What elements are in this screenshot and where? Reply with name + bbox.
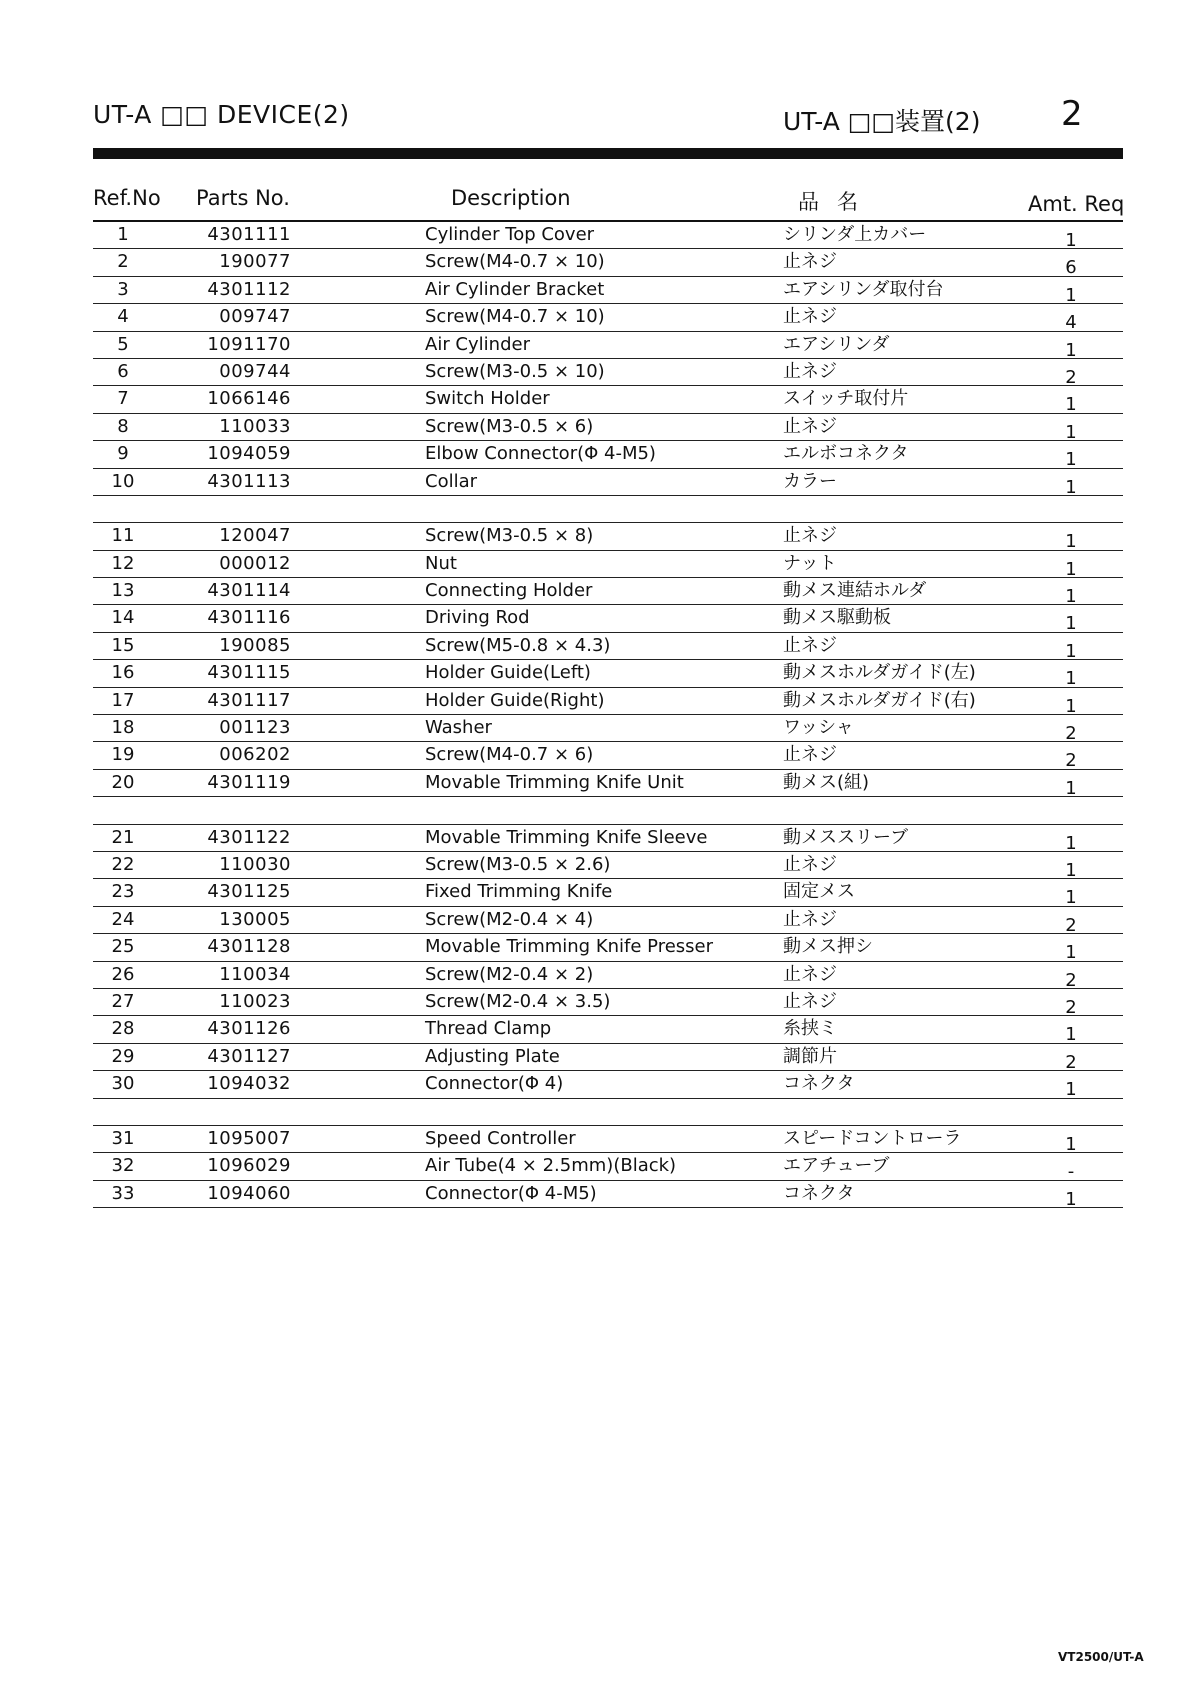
japanese-name-cell: 止ネジ <box>783 908 837 930</box>
ref-no-cell: 7 <box>117 388 129 410</box>
parts-no-cell: 4301128 <box>207 936 291 958</box>
ref-no-cell: 14 <box>111 607 135 629</box>
amount-cell: - <box>1067 1161 1075 1183</box>
amount-cell: 2 <box>1065 750 1077 772</box>
amount-cell: 1 <box>1065 613 1077 635</box>
table-row <box>93 934 1123 964</box>
parts-no-cell: 1094032 <box>207 1073 291 1095</box>
description-cell: Screw(M3-0.5 × 6) <box>425 415 594 437</box>
ref-no-cell: 19 <box>111 744 135 766</box>
amount-cell: 1 <box>1065 586 1077 608</box>
parts-no-cell: 1091170 <box>207 333 291 355</box>
japanese-name-cell: 動メス連結ホルダ <box>783 580 927 602</box>
parts-no-cell: 4301116 <box>207 607 291 629</box>
japanese-name-cell: 止ネジ <box>783 853 837 875</box>
parts-no-cell: 110023 <box>219 990 291 1012</box>
description-cell: Screw(M3-0.5 × 10) <box>425 360 605 382</box>
table-row <box>93 222 1123 249</box>
amount-cell: 2 <box>1065 969 1077 991</box>
amount-cell: 1 <box>1065 859 1077 881</box>
description-cell: Air Cylinder Bracket <box>425 278 605 300</box>
description-cell: Holder Guide(Right) <box>425 689 605 711</box>
table-row <box>93 715 1123 745</box>
table-row <box>93 441 1123 471</box>
table-row <box>93 277 1123 304</box>
amount-cell: 1 <box>1065 777 1077 799</box>
japanese-name-cell: 止ネジ <box>783 251 837 273</box>
amount-cell: 1 <box>1065 449 1077 471</box>
page-title-japanese: UT-A □□装置(2) <box>783 107 981 136</box>
table-row <box>93 1016 1123 1046</box>
description-cell: Movable Trimming Knife Sleeve <box>425 826 708 848</box>
parts-no-cell: 130005 <box>219 908 291 930</box>
description-cell: Switch Holder <box>425 388 550 410</box>
ref-no-cell: 12 <box>111 552 135 574</box>
parts-no-cell: 1094060 <box>207 1182 291 1204</box>
table-row <box>93 989 1123 1016</box>
parts-no-cell: 4301114 <box>207 580 291 602</box>
table-row <box>93 578 1123 608</box>
japanese-name-cell: エアシリンダ取付台 <box>783 278 944 300</box>
ref-no-cell: 10 <box>111 470 135 492</box>
description-cell: Screw(M3-0.5 × 8) <box>425 525 594 547</box>
ref-no-cell: 23 <box>111 881 135 903</box>
japanese-name-cell: コネクタ <box>783 1182 855 1204</box>
header-rule <box>93 148 1123 159</box>
parts-no-cell: 009747 <box>219 306 291 328</box>
amount-cell: 1 <box>1065 339 1077 361</box>
table-row <box>93 1153 1123 1183</box>
amount-cell: 1 <box>1065 558 1077 580</box>
description-cell: Adjusting Plate <box>425 1045 560 1067</box>
ref-no-cell: 25 <box>111 936 135 958</box>
parts-no-cell: 4301119 <box>207 771 291 793</box>
amount-cell: 1 <box>1065 695 1077 717</box>
description-cell: Screw(M3-0.5 × 2.6) <box>425 853 611 875</box>
parts-no-cell: 4301113 <box>207 470 291 492</box>
amount-cell: 1 <box>1065 640 1077 662</box>
japanese-name-cell: 固定メス <box>783 881 855 903</box>
amount-cell: 1 <box>1065 394 1077 416</box>
column-header-amount: Amt. Req <box>1028 192 1125 216</box>
ref-no-cell: 2 <box>117 251 129 273</box>
japanese-name-cell: 動メススリーブ <box>783 826 909 848</box>
japanese-name-cell: 動メスホルダガイド(右) <box>783 689 976 711</box>
parts-no-cell: 190085 <box>219 634 291 656</box>
parts-group <box>93 222 1123 496</box>
table-row <box>93 962 1123 989</box>
table-row <box>93 825 1123 852</box>
description-cell: Screw(M5-0.8 × 4.3) <box>425 634 611 656</box>
ref-no-cell: 4 <box>117 306 129 328</box>
japanese-name-cell: 動メス駆動板 <box>783 607 891 629</box>
description-cell: Fixed Trimming Knife <box>425 881 613 903</box>
ref-no-cell: 17 <box>111 689 135 711</box>
parts-no-cell: 4301117 <box>207 689 291 711</box>
page-number: 2 <box>1061 94 1083 134</box>
amount-cell: 6 <box>1065 257 1077 279</box>
ref-no-cell: 6 <box>117 360 129 382</box>
japanese-name-cell: ワッシャ <box>783 717 854 739</box>
description-cell: Movable Trimming Knife Unit <box>425 771 684 793</box>
parts-group <box>93 523 1123 797</box>
description-cell: Screw(M4-0.7 × 10) <box>425 306 605 328</box>
table-row <box>93 359 1123 386</box>
description-cell: Screw(M2-0.4 × 3.5) <box>425 990 611 1012</box>
description-cell: Connector(Φ 4-M5) <box>425 1182 597 1204</box>
description-cell: Driving Rod <box>425 607 530 629</box>
amount-cell: 1 <box>1065 668 1077 690</box>
japanese-name-cell: コネクタ <box>783 1073 855 1095</box>
amount-cell: 1 <box>1065 1024 1077 1046</box>
japanese-name-cell: 止ネジ <box>783 634 837 656</box>
ref-no-cell: 29 <box>111 1045 135 1067</box>
ref-no-cell: 21 <box>111 826 135 848</box>
table-row <box>93 551 1123 578</box>
ref-no-cell: 33 <box>111 1182 135 1204</box>
table-row <box>93 605 1123 635</box>
amount-cell: 1 <box>1065 421 1077 443</box>
description-cell: Movable Trimming Knife Presser <box>425 936 714 958</box>
ref-no-cell: 20 <box>111 771 135 793</box>
japanese-name-cell: 止ネジ <box>783 525 837 547</box>
japanese-name-cell: 糸挟ミ <box>783 1018 837 1040</box>
amount-cell: 2 <box>1065 1051 1077 1073</box>
amount-cell: 2 <box>1065 914 1077 936</box>
parts-no-cell: 006202 <box>219 744 291 766</box>
ref-no-cell: 26 <box>111 963 135 985</box>
japanese-name-cell: 止ネジ <box>783 963 837 985</box>
table-row <box>93 770 1123 797</box>
table-row <box>93 907 1123 934</box>
japanese-name-cell: エアシリンダ <box>783 333 890 355</box>
amount-cell: 2 <box>1065 723 1077 745</box>
ref-no-cell: 22 <box>111 853 135 875</box>
japanese-name-cell: 調節片 <box>783 1045 837 1067</box>
ref-no-cell: 31 <box>111 1127 135 1149</box>
page-title-english: UT-A □□ DEVICE(2) <box>93 100 350 129</box>
amount-cell: 2 <box>1065 996 1077 1018</box>
ref-no-cell: 11 <box>111 525 135 547</box>
table-row <box>93 523 1123 553</box>
parts-no-cell: 4301126 <box>207 1018 291 1040</box>
japanese-name-cell: カラー <box>783 470 837 492</box>
japanese-name-cell: 止ネジ <box>783 306 837 328</box>
table-row <box>93 688 1123 715</box>
ref-no-cell: 5 <box>117 333 129 355</box>
ref-no-cell: 30 <box>111 1073 135 1095</box>
parts-no-cell: 110033 <box>219 415 291 437</box>
description-cell: Connecting Holder <box>425 580 593 602</box>
ref-no-cell: 15 <box>111 634 135 656</box>
ref-no-cell: 18 <box>111 717 135 739</box>
ref-no-cell: 28 <box>111 1018 135 1040</box>
table-row <box>93 1044 1123 1071</box>
description-cell: Screw(M2-0.4 × 4) <box>425 908 594 930</box>
ref-no-cell: 32 <box>111 1155 135 1177</box>
parts-group <box>93 825 1123 1099</box>
parts-no-cell: 190077 <box>219 251 291 273</box>
group-separator <box>93 1099 1123 1126</box>
table-row <box>93 1126 1123 1153</box>
amount-cell: 1 <box>1065 832 1077 854</box>
description-cell: Screw(M2-0.4 × 2) <box>425 963 594 985</box>
japanese-name-cell: 止ネジ <box>783 360 837 382</box>
parts-no-cell: 1066146 <box>207 388 291 410</box>
parts-no-cell: 110030 <box>219 853 291 875</box>
description-cell: Thread Clamp <box>425 1018 552 1040</box>
parts-no-cell: 1094059 <box>207 443 291 465</box>
ref-no-cell: 9 <box>117 443 129 465</box>
parts-no-cell: 4301111 <box>207 224 291 245</box>
table-row <box>93 1071 1123 1101</box>
ref-no-cell: 3 <box>117 278 129 300</box>
description-cell: Connector(Φ 4) <box>425 1073 564 1095</box>
amount-cell: 1 <box>1065 942 1077 964</box>
japanese-name-cell: 動メスホルダガイド(左) <box>783 662 976 684</box>
description-cell: Washer <box>425 717 492 739</box>
description-cell: Cylinder Top Cover <box>425 224 595 245</box>
parts-no-cell: 4301115 <box>207 662 291 684</box>
amount-cell: 1 <box>1065 1188 1077 1210</box>
parts-no-cell: 4301127 <box>207 1045 291 1067</box>
japanese-name-cell: 動メス(組) <box>783 771 870 793</box>
table-row <box>93 879 1123 909</box>
description-cell: Air Cylinder <box>425 333 530 355</box>
page-header <box>93 96 1123 146</box>
parts-no-cell: 4301122 <box>207 826 291 848</box>
description-cell: Screw(M4-0.7 × 6) <box>425 744 594 766</box>
table-row <box>93 249 1123 279</box>
amount-cell: 1 <box>1065 531 1077 553</box>
group-separator <box>93 496 1123 523</box>
japanese-name-cell: 止ネジ <box>783 415 837 437</box>
amount-cell: 1 <box>1065 1133 1077 1155</box>
parts-no-cell: 000012 <box>219 552 291 574</box>
parts-no-cell: 4301125 <box>207 881 291 903</box>
table-row <box>93 633 1123 660</box>
description-cell: Collar <box>425 470 478 492</box>
description-cell: Screw(M4-0.7 × 10) <box>425 251 605 273</box>
japanese-name-cell: エルボコネクタ <box>783 443 909 465</box>
table-row <box>93 386 1123 416</box>
japanese-name-cell: 動メス押シ <box>783 936 873 958</box>
ref-no-cell: 24 <box>111 908 135 930</box>
group-separator <box>93 797 1123 824</box>
amount-cell: 2 <box>1065 366 1077 388</box>
table-row <box>93 414 1123 441</box>
ref-no-cell: 1 <box>117 224 129 245</box>
column-header-description: Description <box>451 186 571 210</box>
ref-no-cell: 16 <box>111 662 135 684</box>
table-row <box>93 742 1123 772</box>
description-cell: Elbow Connector(Φ 4-M5) <box>425 443 656 465</box>
parts-no-cell: 120047 <box>219 525 291 547</box>
ref-no-cell: 27 <box>111 990 135 1012</box>
footer-model: VT2500/UT-A <box>1058 1650 1144 1664</box>
amount-cell: 1 <box>1065 284 1077 306</box>
japanese-name-cell: 止ネジ <box>783 744 837 766</box>
column-header-japanese-name: 品名 <box>798 190 876 214</box>
parts-no-cell: 009744 <box>219 360 291 382</box>
japanese-name-cell: スピードコントローラ <box>783 1127 962 1149</box>
table-row <box>93 304 1123 334</box>
amount-cell: 4 <box>1065 312 1077 334</box>
japanese-name-cell: 止ネジ <box>783 990 837 1012</box>
parts-no-cell: 4301112 <box>207 278 291 300</box>
parts-no-cell: 110034 <box>219 963 291 985</box>
parts-no-cell: 1096029 <box>207 1155 291 1177</box>
description-cell: Nut <box>425 552 457 574</box>
japanese-name-cell: ナット <box>783 552 837 574</box>
parts-group <box>93 1126 1123 1208</box>
description-cell: Speed Controller <box>425 1127 576 1149</box>
table-row <box>93 332 1123 359</box>
amount-cell: 1 <box>1065 1079 1077 1101</box>
ref-no-cell: 8 <box>117 415 129 437</box>
amount-cell: 1 <box>1065 476 1077 498</box>
japanese-name-cell: シリンダ上カバー <box>783 224 927 245</box>
column-header-parts-no: Parts No. <box>196 186 290 210</box>
table-row <box>93 660 1123 690</box>
description-cell: Air Tube(4 × 2.5mm)(Black) <box>425 1155 677 1177</box>
amount-cell: 1 <box>1065 887 1077 909</box>
column-header-ref-no: Ref.No <box>93 186 161 210</box>
amount-cell: 1 <box>1065 230 1077 251</box>
table-row <box>93 852 1123 879</box>
table-row <box>93 469 1123 496</box>
parts-no-cell: 001123 <box>219 717 291 739</box>
japanese-name-cell: エアチューブ <box>783 1155 890 1177</box>
japanese-name-cell: スイッチ取付片 <box>783 388 909 410</box>
parts-no-cell: 1095007 <box>207 1127 291 1149</box>
parts-table <box>93 222 1123 1208</box>
table-row <box>93 1181 1123 1208</box>
ref-no-cell: 13 <box>111 580 135 602</box>
description-cell: Holder Guide(Left) <box>425 662 591 684</box>
